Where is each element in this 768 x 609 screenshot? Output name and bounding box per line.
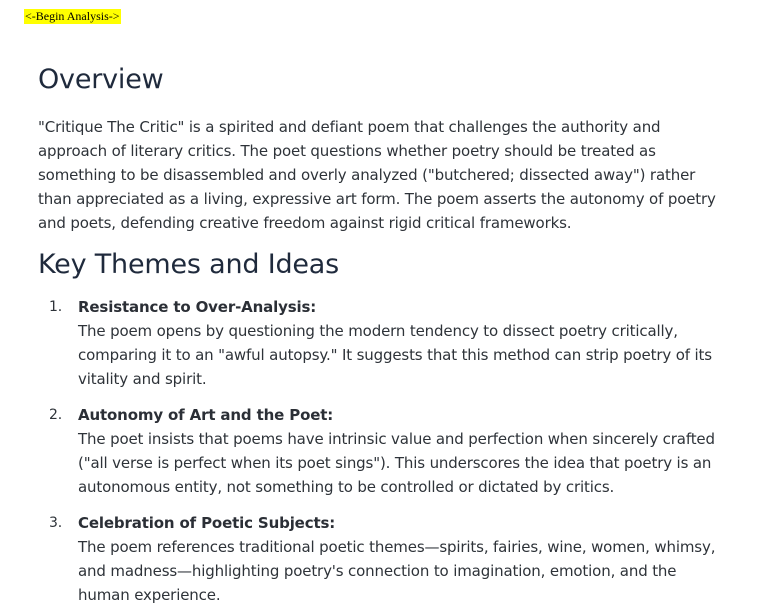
- theme-number: 3.: [49, 515, 63, 531]
- overview-heading: Overview: [38, 64, 164, 95]
- themes-list: [38, 295, 738, 607]
- theme-item-3: [38, 511, 738, 607]
- theme-item-2: [38, 403, 738, 499]
- theme-description: The poem references traditional poetic themes—spirits, fairies, wine, women, whimsy, and madness—highlighting poetry's connection to imagination, emotion, and the human experience.: [78, 538, 716, 604]
- theme-title: Autonomy of Art and the Poet:: [78, 406, 334, 424]
- theme-item-1: [38, 295, 738, 391]
- theme-description: The poet insists that poems have intrinsic value and perfection when sincerely crafted ("all verse is perfect when its poet sings"). This underscores the idea that poetry is an autonomous entity, not something to be controlled or dictated by critics.: [78, 430, 715, 496]
- overview-paragraph: "Critique The Critic" is a spirited and defiant poem that challenges the authority and approach of literary critics. The poet questions whether poetry should be treated as something to be disassembled and overly analyzed ("butchered; dissected away") rather than appreciated as a living, expressive art form. The poem asserts the autonomy of poetry and poets, defending creative freedom against rigid critical frameworks.: [38, 118, 716, 232]
- theme-description: The poem opens by questioning the modern tendency to dissect poetry critically, comparing it to an "awful autopsy." It suggests that this method can strip poetry of its vitality and spirit.: [78, 322, 712, 388]
- theme-number: 2.: [49, 407, 63, 423]
- begin-analysis-marker: <-Begin Analysis->: [25, 9, 120, 23]
- theme-title: Celebration of Poetic Subjects:: [78, 514, 336, 532]
- theme-title: Resistance to Over-Analysis:: [78, 298, 317, 316]
- key-themes-heading: Key Themes and Ideas: [38, 249, 340, 280]
- theme-number: 1.: [49, 299, 63, 315]
